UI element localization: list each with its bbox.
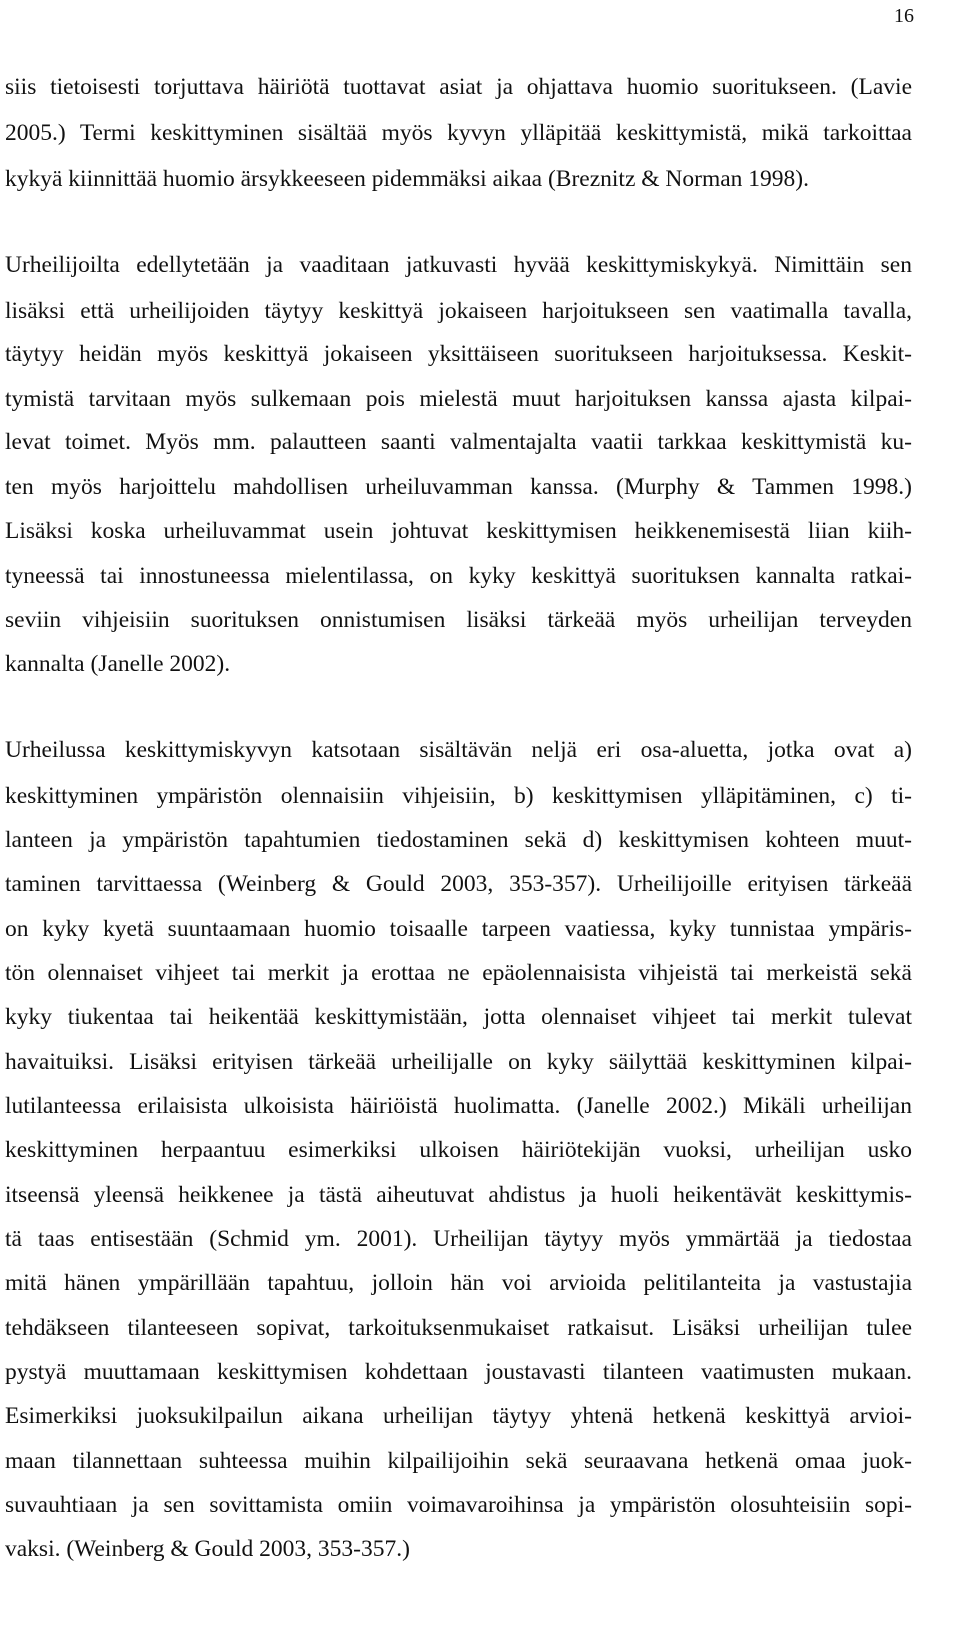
text-line: lutilanteessa erilaisista ulkoisista häiriöistä huolimatta. (Janelle 2002.) Mikäli urheilijan	[5, 1093, 912, 1119]
text-line: taminen tarvittaessa (Weinberg & Gould 2003, 353-357). Urheilijoille erityisen tärkeää	[5, 871, 912, 897]
text-line: kyky tiukentaa tai heikentää keskittymistään, jotta olennaiset vihjeet tai merkit tulevat	[5, 1004, 912, 1030]
text-line: keskittyminen ympäristön olennaisiin vihjeisiin, b) keskittymisen ylläpitäminen, c) ti-	[5, 783, 912, 809]
text-line: levat toimet. Myös mm. palautteen saanti valmentajalta vaatii tarkkaa keskittymistä ku-	[5, 429, 912, 455]
text-line: kannalta (Janelle 2002).	[5, 651, 231, 677]
text-line: tyneessä tai innostuneessa mielentilassa, on kyky keskittyä suorituksen kannalta ratkai-	[5, 563, 912, 589]
text-line: seviin vihjeisiin suorituksen onnistumisen lisäksi tärkeää myös urheilijan terveyden	[5, 607, 912, 633]
text-line: kykyä kiinnittää huomio ärsykkeeseen pidemmäksi aikaa (Breznitz & Norman 1998).	[5, 166, 809, 192]
text-line: vaksi. (Weinberg & Gould 2003, 353-357.)	[5, 1536, 410, 1562]
text-line: Urheilijoilta edellytetään ja vaaditaan jatkuvasti hyvää keskittymiskykyä. Nimittäin sen	[5, 252, 912, 278]
text-line: suvauhtiaan ja sen sovittamista omiin voimavaroihinsa ja ympäristön olosuhteisiin sopi-	[5, 1492, 912, 1518]
text-line: tön olennaiset vihjeet tai merkit ja erottaa ne epäolennaisista vihjeistä tai merkeistä sekä	[5, 960, 912, 986]
text-line: Esimerkiksi juoksukilpailun aikana urheilijan täytyy yhtenä hetkenä keskittyä arvioi-	[5, 1403, 912, 1429]
text-line: on kyky kyetä suuntaamaan huomio toisaalle tarpeen vaatiessa, kyky tunnistaa ympäris-	[5, 916, 912, 942]
text-line: 2005.) Termi keskittyminen sisältää myös kyvyn ylläpitää keskittymistä, mikä tarkoittaa	[5, 120, 912, 146]
text-line: Lisäksi koska urheiluvammat usein johtuvat keskittymisen heikkenemisestä liian kiih-	[5, 518, 912, 544]
text-line: ten myös harjoittelu mahdollisen urheiluvamman kanssa. (Murphy & Tammen 1998.)	[5, 474, 912, 500]
text-line: lanteen ja ympäristön tapahtumien tiedostaminen sekä d) keskittymisen kohteen muut-	[5, 827, 912, 853]
text-line: siis tietoisesti torjuttava häiriötä tuottavat asiat ja ohjattava huomio suoritukseen. (Lavie	[5, 74, 912, 100]
text-line: havaituiksi. Lisäksi erityisen tärkeää urheilijalle on kyky säilyttää keskittyminen kilpai-	[5, 1049, 912, 1075]
text-line: pystyä muuttamaan keskittymisen kohdettaan joustavasti tilanteen vaatimusten mukaan.	[5, 1359, 912, 1385]
text-line: tymistä tarvitaan myös sulkemaan pois mielestä muut harjoituksen kanssa ajasta kilpai-	[5, 386, 912, 412]
text-line: Urheilussa keskittymiskyvyn katsotaan sisältävän neljä eri osa-aluetta, jotka ovat a)	[5, 737, 912, 763]
page-number: 16	[894, 5, 914, 27]
text-line: tä taas entisestään (Schmid ym. 2001). Urheilijan täytyy myös ymmärtää ja tiedostaa	[5, 1226, 912, 1252]
text-line: mitä hänen ympärillään tapahtuu, jolloin hän voi arvioida pelitilanteita ja vastustajia	[5, 1270, 912, 1296]
text-line: täytyy heidän myös keskittyä jokaiseen yksittäiseen suoritukseen harjoituksessa. Keskit-	[5, 341, 912, 367]
text-line: tehdäkseen tilanteeseen sopivat, tarkoituksenmukaiset ratkaisut. Lisäksi urheilijan tulee	[5, 1315, 912, 1341]
text-line: maan tilannettaan suhteessa muihin kilpailijoihin sekä seuraavana hetkenä omaa juok-	[5, 1448, 912, 1474]
text-line: keskittyminen herpaantuu esimerkiksi ulkoisen häiriötekijän vuoksi, urheilijan usko	[5, 1137, 912, 1163]
text-line: lisäksi että urheilijoiden täytyy keskittyä jokaiseen harjoitukseen sen vaatimalla tavalla,	[5, 298, 912, 324]
text-line: itseensä yleensä heikkenee ja tästä aiheutuvat ahdistus ja huoli heikentävät keskittymis-	[5, 1182, 912, 1208]
